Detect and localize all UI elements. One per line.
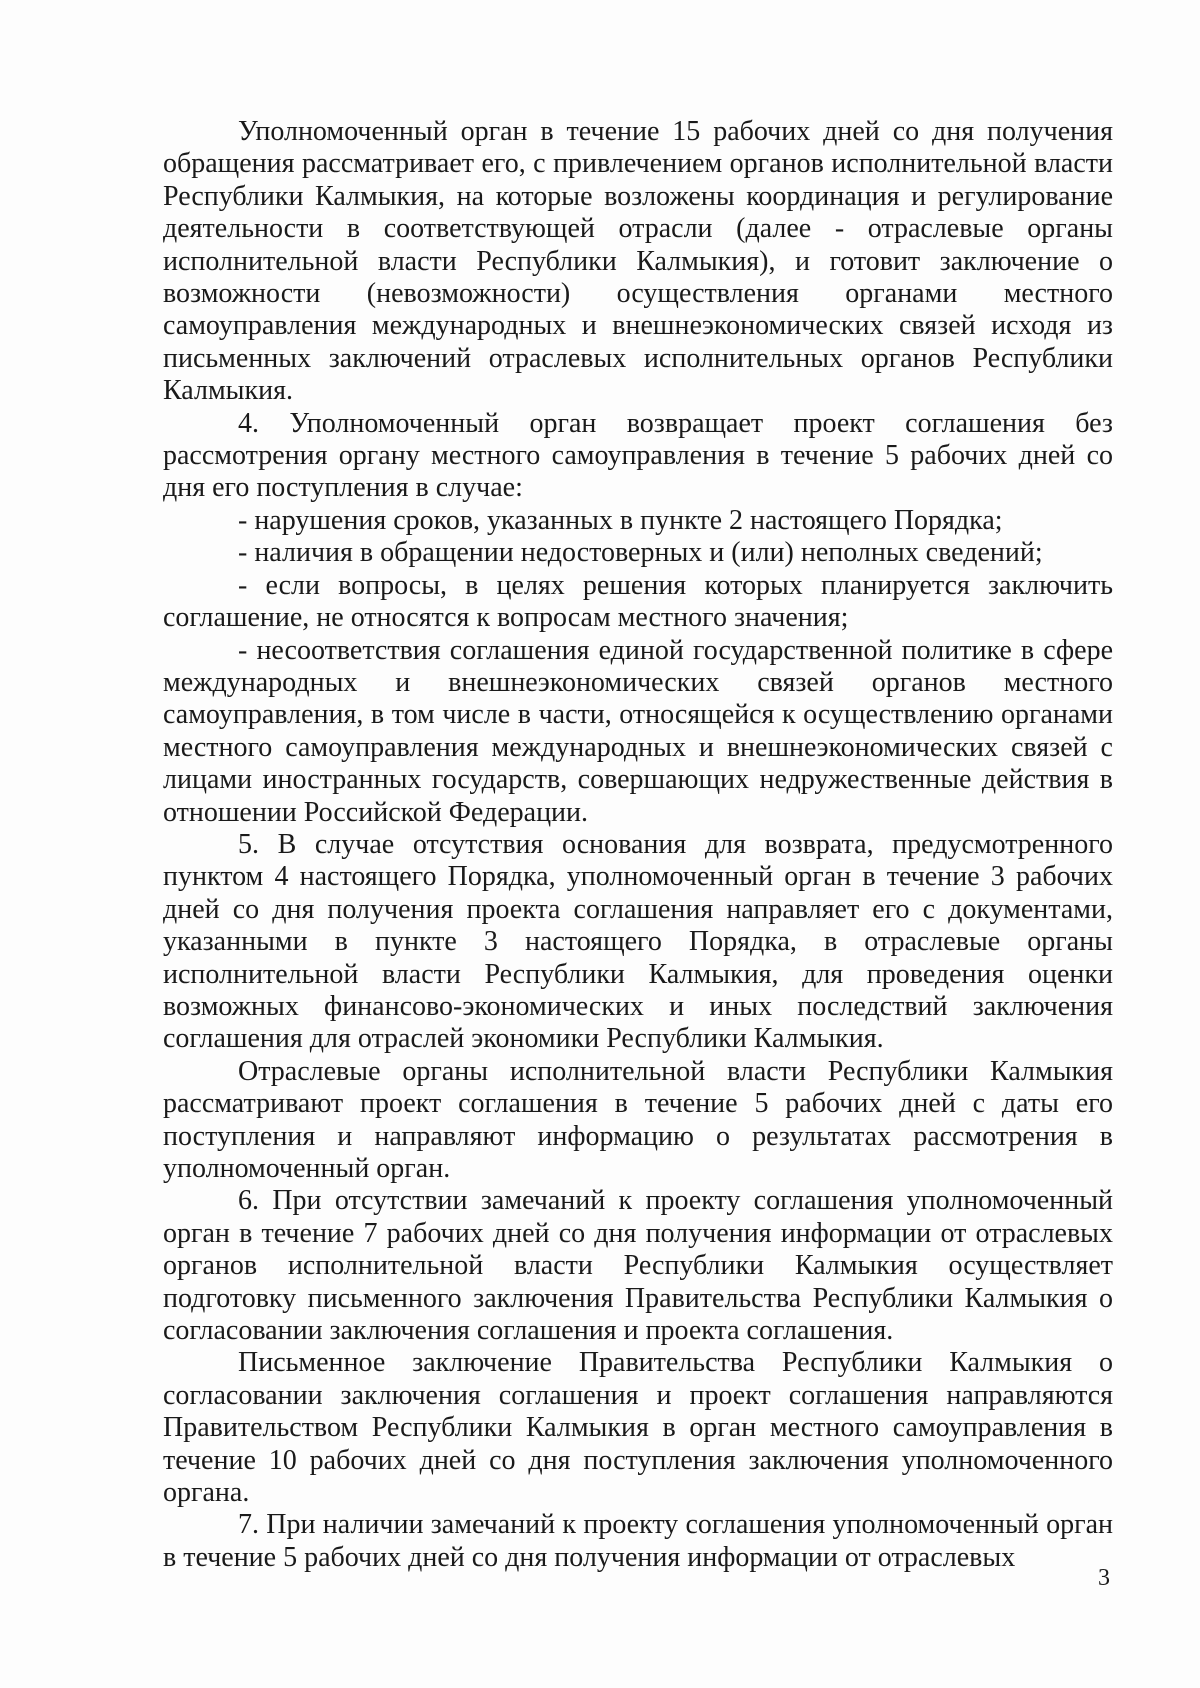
paragraph-authorized-body-review: Уполномоченный орган в течение 15 рабочих дней со дня получения обращения рассматривает его, с привлечением органов исполнительной власти Республики Калмыкия, на которые возложены координация и регулирование деятельности в соответствующей отрасли (далее - отраслевые органы исполнительной власти Республики Калмыкия), и готовит заключение о возможности (невозможности) осуществления органами местного самоуправления международных и внешнеэкономических связей исходя из письменных заключений отраслевых исполнительных органов Республики Калмыкия.: [163, 116, 1113, 407]
paragraph-item-4: 4. Уполномоченный орган возвращает проект соглашения без рассмотрения органу местного самоуправления в течение 5 рабочих дней со дня его поступления в случае:: [163, 407, 1113, 504]
paragraph-written-conclusion: Письменное заключение Правительства Республики Калмыкия о согласовании заключения соглашения и проект соглашения направляются Правительством Республики Калмыкия в орган местного самоуправления в течение 10 рабочих дней со дня поступления заключения уполномоченного органа.: [163, 1347, 1113, 1509]
paragraph-item-7: 7. При наличии замечаний к проекту соглашения уполномоченный орган в течение 5 рабочих дней со дня получения информации от отраслевых: [163, 1509, 1113, 1573]
paragraph-item-6: 6. При отсутствии замечаний к проекту соглашения уполномоченный орган в течение 7 рабочих дней со дня получения информации от отраслевых органов исполнительной власти Республики Калмыкия осуществляет подготовку письменного заключения Правительства Республики Калмыкия о согласовании заключения соглашения и проекта соглашения.: [163, 1185, 1113, 1347]
paragraph-item-5: 5. В случае отсутствия основания для возврата, предусмотренного пунктом 4 настоящего Порядка, уполномоченный орган в течение 3 рабочих дней со дня получения проекта соглашения направляет его с документами, указанными в пункте 3 настоящего Порядка, в отраслевые органы исполнительной власти Республики Калмыкия, для проведения оценки возможных финансово-экономических и иных последствий заключения соглашения для отраслей экономики Республики Калмыкия.: [163, 828, 1113, 1055]
page-number: 3: [1098, 1565, 1110, 1591]
paragraph-sectoral-review: Отраслевые органы исполнительной власти Республики Калмыкия рассматривают проект соглашения в течение 5 рабочих дней с даты его поступления и направляют информацию о результатах рассмотрения в уполномоченный орган.: [163, 1055, 1113, 1184]
document-body: [163, 116, 1113, 1574]
list-item-unreliable-info: - наличия в обращении недостоверных и (или) неполных сведений;: [238, 537, 1043, 569]
list-item-policy-inconsistency: - несоответствия соглашения единой государственной политике в сфере международных и внешнеэкономических связей органов местного самоуправления, в том числе в части, относящейся к осуществлению органами местного самоуправления международных и внешнеэкономических связей с лицами иностранных государств, совершающих недружественные действия в отношении Российской Федерации.: [163, 634, 1113, 828]
list-item-deadline-violation: - нарушения сроков, указанных в пункте 2 настоящего Порядка;: [238, 504, 1003, 536]
list-item-not-local-matters: - если вопросы, в целях решения которых планируется заключить соглашение, не относятся к вопросам местного значения;: [163, 569, 1113, 634]
